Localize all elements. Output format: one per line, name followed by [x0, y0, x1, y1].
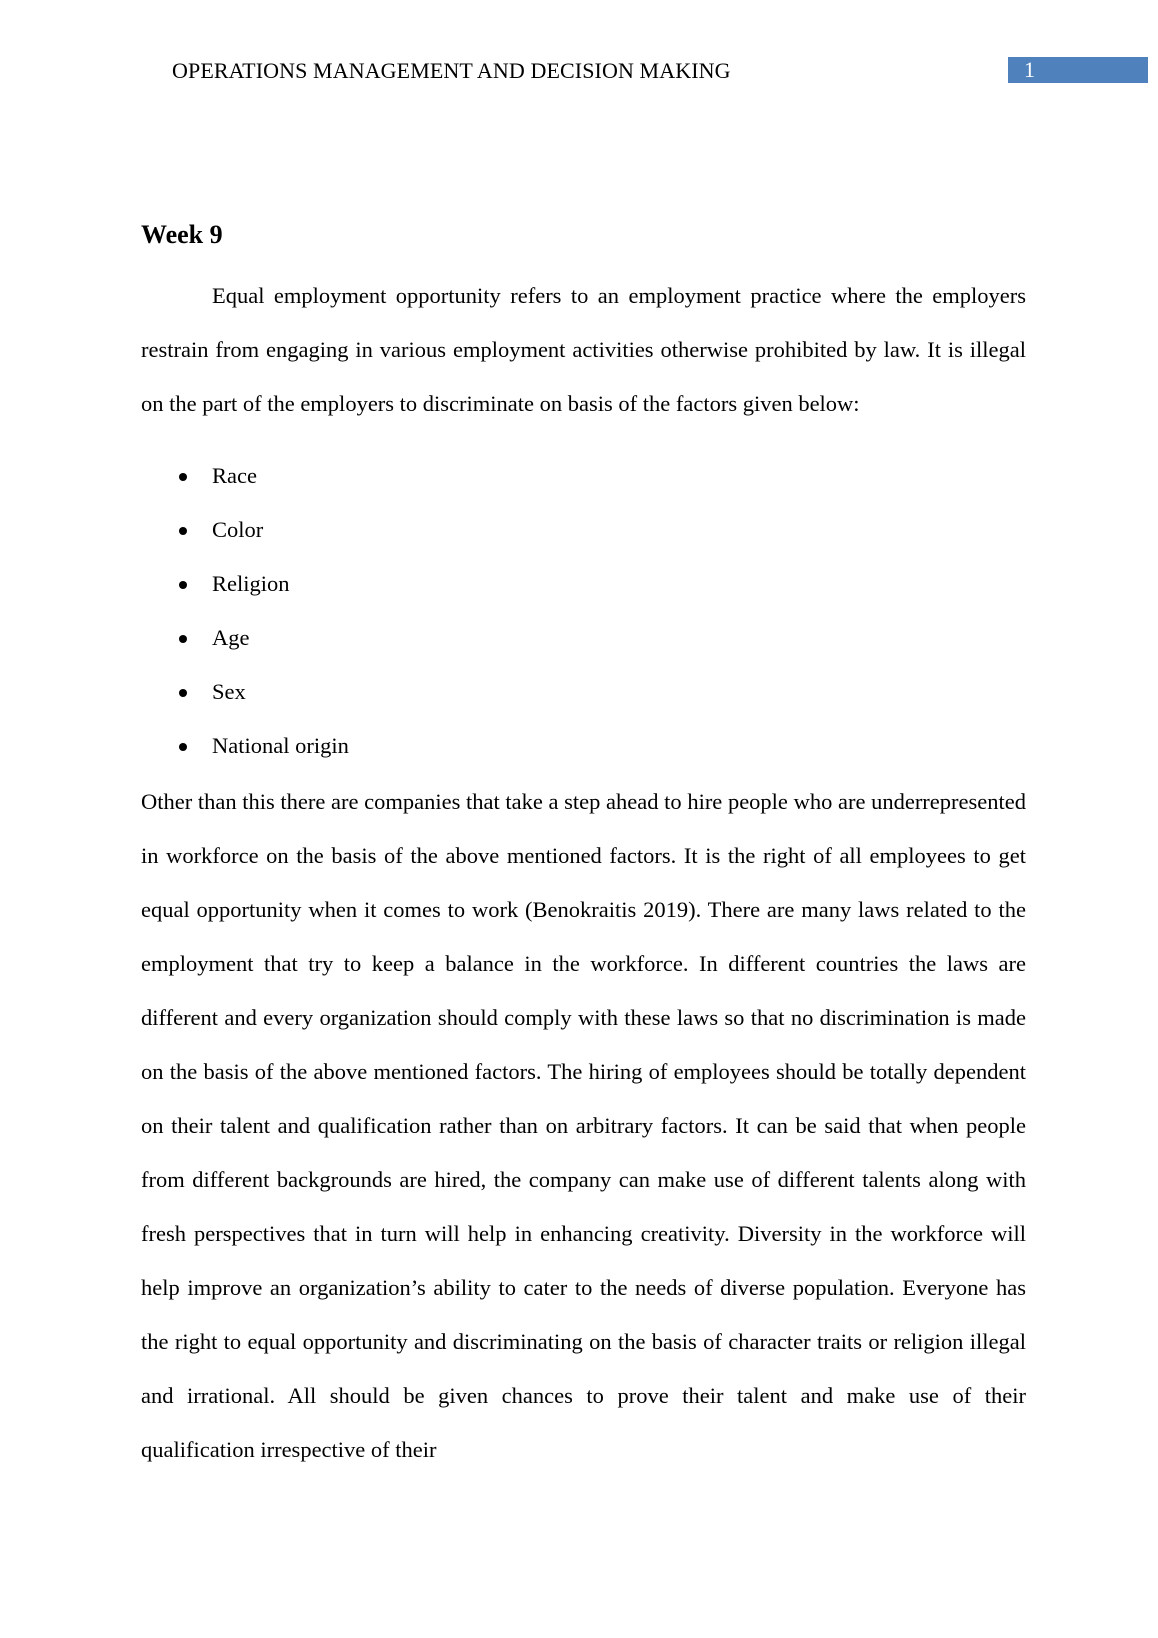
list-item: [141, 665, 349, 719]
list-item-text: Race: [212, 463, 257, 488]
list-item-text: Sex: [212, 679, 246, 704]
list-item-text: National origin: [212, 733, 349, 758]
bullet-icon: [179, 473, 187, 481]
page-number-box: [1008, 57, 1148, 83]
bullet-icon: [179, 581, 187, 589]
list-item: [141, 449, 349, 503]
bullet-icon: [179, 743, 187, 751]
list-item: [141, 557, 349, 611]
page-number: 1: [1024, 57, 1035, 82]
bullet-icon: [179, 527, 187, 535]
list-item: [141, 503, 349, 557]
running-head: OPERATIONS MANAGEMENT AND DECISION MAKING: [172, 58, 731, 83]
list-item-text: Age: [212, 625, 250, 650]
list-item-text: Color: [212, 517, 264, 542]
intro-paragraph: Equal employment opportunity refers to an employment practice where the employers restrain from engaging in various employment activities otherwise prohibited by law. It is illegal on the part of the employers to discriminate on basis of the factors given below:: [141, 283, 1026, 416]
factors-list: [141, 449, 349, 773]
bullet-icon: [179, 635, 187, 643]
list-item: [141, 719, 349, 773]
list-item: [141, 611, 349, 665]
bullet-icon: [179, 689, 187, 697]
body-paragraph: Other than this there are companies that take a step ahead to hire people who are underrepresented in workforce on the basis of the above mentioned factors. It is the right of all employees to get equal opportunity when it comes to work (Benokraitis 2019). There are many laws related to the employment that try to keep a balance in the workforce. In different countries the laws are different and every organization should comply with these laws so that no discrimination is made on the basis of the above mentioned factors. The hiring of employees should be totally dependent on their talent and qualification rather than on arbitrary factors. It can be said that when people from different backgrounds are hired, the company can make use of different talents along with fresh perspectives that in turn will help in enhancing creativity. Diversity in the workforce will help improve an organization’s ability to cater to the needs of diverse population. Everyone has the right to equal opportunity and discriminating on the basis of character traits or religion illegal and irrational. All should be given chances to prove their talent and make use of their qualification irrespective of their: [141, 789, 1026, 1462]
section-heading: Week 9: [141, 220, 223, 249]
list-item-text: Religion: [212, 571, 290, 596]
